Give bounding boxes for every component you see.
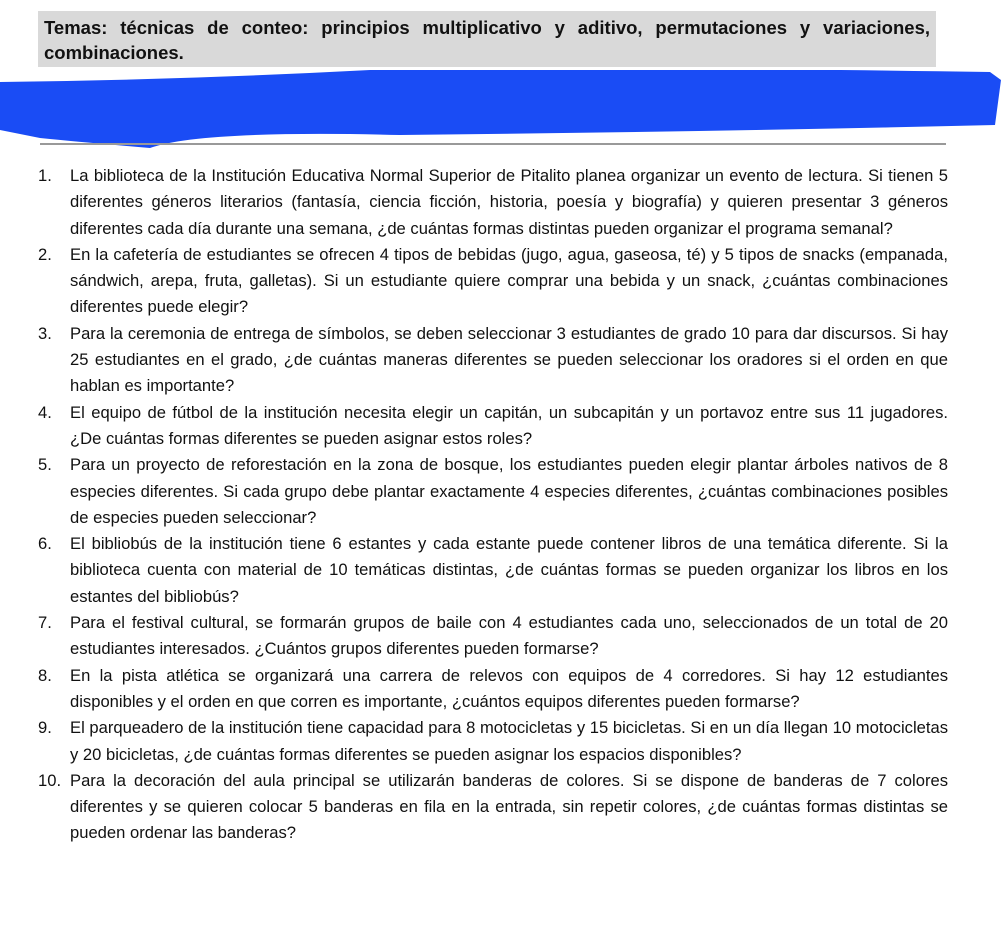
question-number: 6.	[38, 534, 52, 554]
question-item	[0, 400, 948, 453]
question-text: En la cafetería de estudiantes se ofrecen 4 tipos de bebidas (jugo, agua, gaseosa, té) y 5 tipos de snacks (empanada, sándwich, arepa, fruta, galletas). Si un estudiante quiere comprar una bebida y un snack, ¿cuántas combinaciones diferentes puede elegir?	[70, 244, 948, 317]
question-number: 3.	[38, 323, 52, 343]
divider	[40, 143, 946, 145]
redaction-scribble	[0, 70, 1001, 150]
question-text: La biblioteca de la Institución Educativa Normal Superior de Pitalito planea organizar un evento de lectura. Si tienen 5 diferentes géneros literarios (fantasía, ciencia ficción, historia, poesía y biografía) y quieren presentar 3 géneros diferentes cada día durante una semana, ¿de cuántas formas distintas pueden organizar el programa semanal?	[70, 166, 948, 238]
question-text: Para la ceremonia de entrega de símbolos, se deben seleccionar 3 estudiantes de grado 10 para dar discursos. Si hay 25 estudiantes en el grado, ¿de cuántas maneras diferentes se pueden seleccionar los oradores si el orden en que hablan es importante?	[70, 323, 948, 396]
question-item	[0, 531, 948, 610]
question-item	[0, 715, 948, 768]
question-text: Para la decoración del aula principal se utilizarán banderas de colores. Si se dispone de banderas de 7 colores diferentes y se quieren colocar 5 banderas en fila en la entrada, sin repetir colores, ¿de cuántas formas distintas se pueden ordenar las banderas?	[70, 770, 948, 843]
question-text: En la pista atlética se organizará una carrera de relevos con equipos de 4 corredores. Si hay 12 estudiantes disponibles y el orden en que corren es importante, ¿cuántos equipos diferentes pueden formarse?	[70, 665, 948, 711]
question-number: 1.	[38, 166, 52, 185]
question-text: Para un proyecto de reforestación en la zona de bosque, los estudiantes pueden elegir plantar árboles nativos de 8 especies diferentes. Si cada grupo debe plantar exactamente 4 especies diferentes, ¿cuántas combinaciones posibles de especies pueden seleccionar?	[70, 455, 948, 527]
question-text: El equipo de fútbol de la institución necesita elegir un capitán, un subcapitán y un portavoz entre sus 11 jugadores. ¿De cuántas formas diferentes se pueden asignar estos roles?	[70, 402, 948, 448]
question-item	[0, 242, 948, 321]
topics-header: Temas: técnicas de conteo: principios multiplicativo y aditivo, permutaciones y variaciones, combinaciones.	[38, 11, 936, 67]
question-number: 5.	[38, 455, 52, 475]
question-number: 10.	[38, 770, 62, 790]
question-number: 2.	[38, 244, 52, 264]
question-text: El parqueadero de la institución tiene capacidad para 8 motocicletas y 15 bicicletas. Si en un día llegan 10 motocicletas y 20 bicicletas, ¿de cuántas formas diferentes se pueden asignar los espacios disponibles?	[70, 718, 948, 764]
question-text: Para el festival cultural, se formarán grupos de baile con 4 estudiantes cada uno, seleccionados de un total de 20 estudiantes interesados. ¿Cuántos grupos diferentes pueden formarse?	[70, 613, 948, 659]
question-number: 4.	[38, 402, 52, 422]
question-item	[0, 321, 948, 400]
question-text: El bibliobús de la institución tiene 6 estantes y cada estante puede contener libros de una temática diferente. Si la biblioteca cuenta con material de 10 temáticas distintas, ¿de cuántas formas se pueden organizar los libros en los estantes del bibliobús?	[70, 534, 948, 606]
question-item	[0, 163, 948, 242]
question-number: 8.	[38, 665, 52, 685]
question-item	[0, 663, 948, 716]
question-number: 9.	[38, 718, 52, 738]
question-item	[0, 768, 948, 847]
question-number: 7.	[38, 613, 52, 633]
question-item	[0, 610, 948, 663]
question-item	[0, 452, 948, 531]
question-list	[0, 163, 1001, 847]
